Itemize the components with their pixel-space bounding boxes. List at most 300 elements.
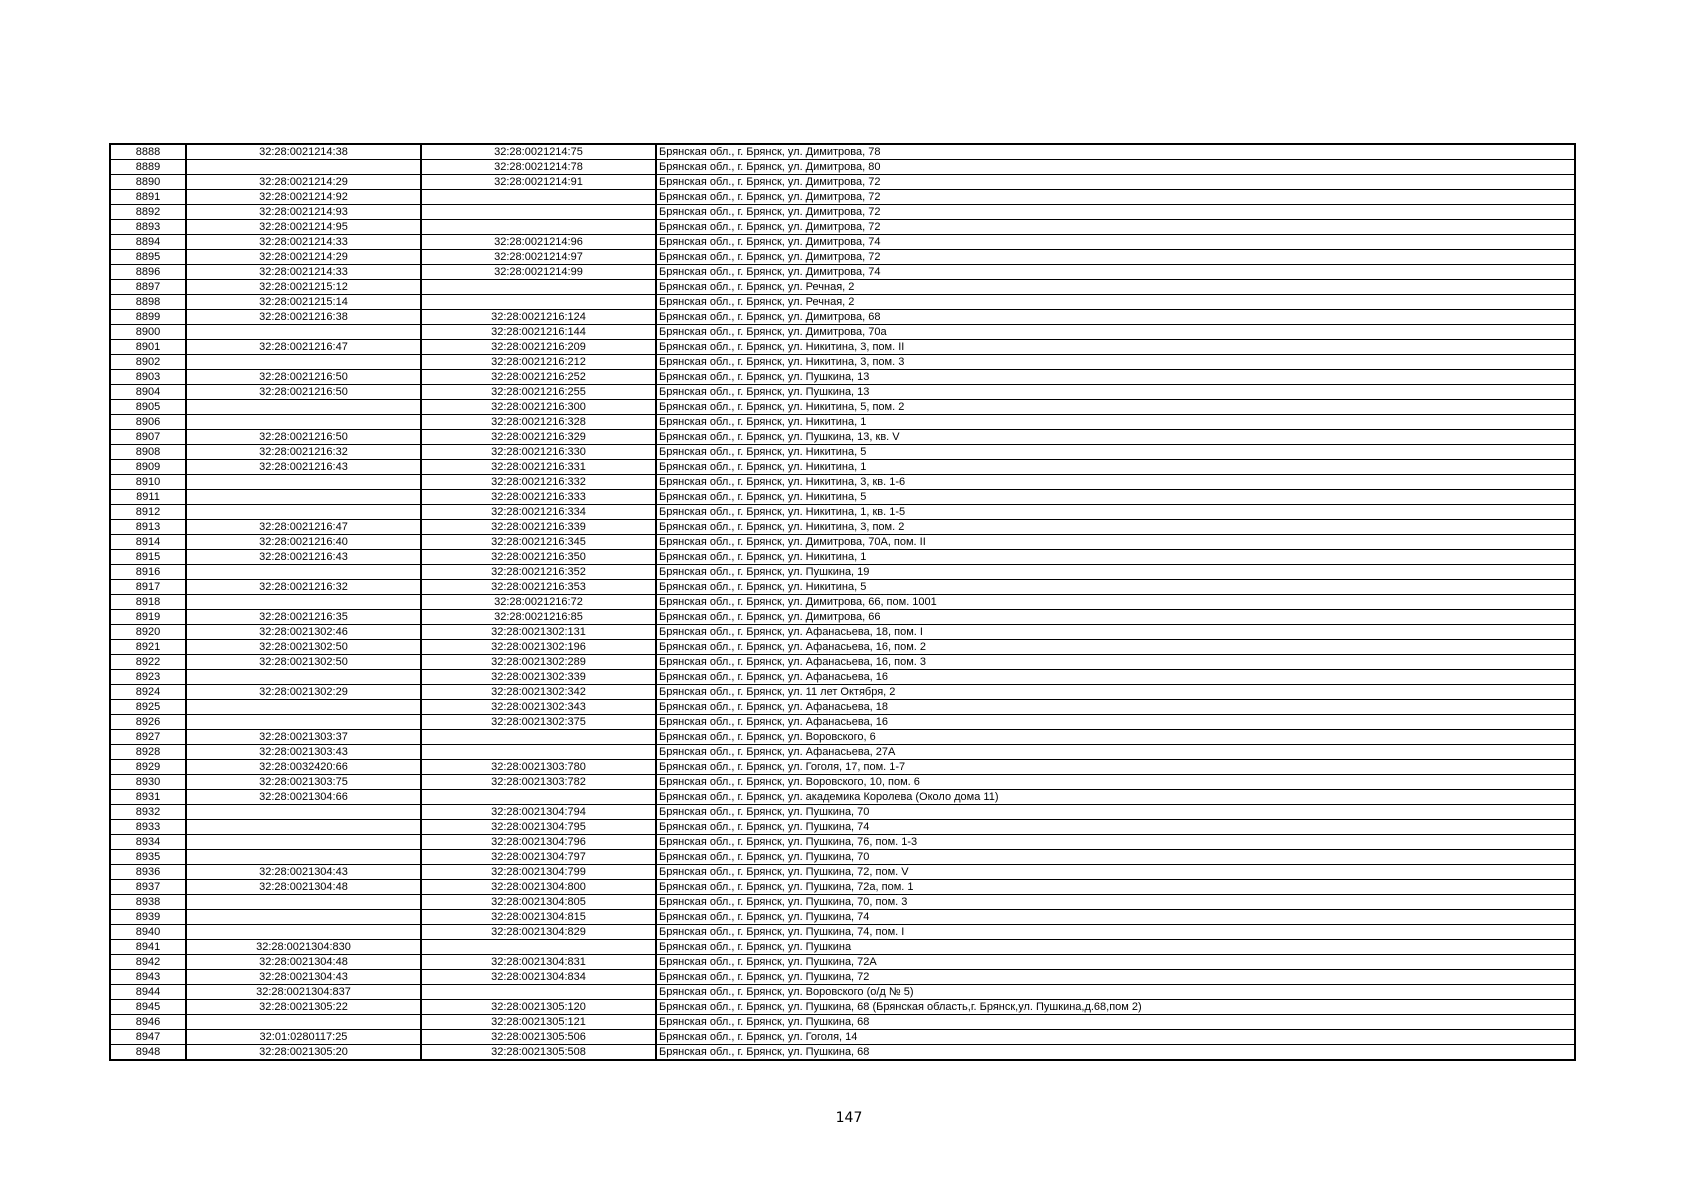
row-number-cell: 8946	[110, 1015, 186, 1030]
row-number-cell: 8933	[110, 820, 186, 835]
row-number-cell: 8909	[110, 460, 186, 475]
building-cadastral-number-cell: 32:28:0021216:328	[421, 415, 656, 430]
land-cadastral-number-cell	[186, 475, 421, 490]
address-cell: Брянская обл., г. Брянск, ул. Пушкина, 68	[656, 1015, 1575, 1030]
land-cadastral-number-cell	[186, 325, 421, 340]
address-cell: Брянская обл., г. Брянск, ул. Пушкина, 74, пом. I	[656, 925, 1575, 940]
table-row	[110, 580, 1575, 595]
address-cell: Брянская обл., г. Брянск, ул. Пушкина	[656, 940, 1575, 955]
row-number-cell: 8925	[110, 700, 186, 715]
address-cell: Брянская обл., г. Брянск, ул. Пушкина, 13, кв. V	[656, 430, 1575, 445]
row-number-cell: 8940	[110, 925, 186, 940]
table-body	[110, 144, 1575, 1060]
address-cell: Брянская обл., г. Брянск, ул. Пушкина, 70	[656, 805, 1575, 820]
table-row	[110, 760, 1575, 775]
table-row	[110, 1015, 1575, 1030]
land-cadastral-number-cell	[186, 400, 421, 415]
land-cadastral-number-cell: 32:28:0021303:75	[186, 775, 421, 790]
row-number-cell: 8906	[110, 415, 186, 430]
land-cadastral-number-cell	[186, 415, 421, 430]
address-cell: Брянская обл., г. Брянск, ул. Речная, 2	[656, 295, 1575, 310]
table-row	[110, 985, 1575, 1000]
address-cell: Брянская обл., г. Брянск, ул. Димитрова, 66	[656, 610, 1575, 625]
address-cell: Брянская обл., г. Брянск, ул. Никитина, 1, кв. 1-5	[656, 505, 1575, 520]
page-number: 147	[835, 1110, 863, 1126]
land-cadastral-number-cell: 32:28:0021216:50	[186, 385, 421, 400]
row-number-cell: 8904	[110, 385, 186, 400]
address-cell: Брянская обл., г. Брянск, ул. Афанасьева, 27А	[656, 745, 1575, 760]
land-cadastral-number-cell: 32:28:0021216:40	[186, 535, 421, 550]
table-row	[110, 220, 1575, 235]
building-cadastral-number-cell: 32:28:0021216:329	[421, 430, 656, 445]
building-cadastral-number-cell: 32:28:0021214:99	[421, 265, 656, 280]
row-number-cell: 8915	[110, 550, 186, 565]
building-cadastral-number-cell: 32:28:0021216:333	[421, 490, 656, 505]
row-number-cell: 8912	[110, 505, 186, 520]
table-row	[110, 490, 1575, 505]
address-cell: Брянская обл., г. Брянск, ул. Афанасьева, 16	[656, 715, 1575, 730]
land-cadastral-number-cell	[186, 925, 421, 940]
address-cell: Брянская обл., г. Брянск, ул. Никитина, 3, пом. 2	[656, 520, 1575, 535]
row-number-cell: 8888	[110, 144, 186, 160]
table-row	[110, 565, 1575, 580]
building-cadastral-number-cell: 32:28:0021304:799	[421, 865, 656, 880]
building-cadastral-number-cell: 32:28:0021216:331	[421, 460, 656, 475]
row-number-cell: 8910	[110, 475, 186, 490]
land-cadastral-number-cell: 32:28:0021216:43	[186, 460, 421, 475]
row-number-cell: 8935	[110, 850, 186, 865]
table-row	[110, 880, 1575, 895]
address-cell: Брянская обл., г. Брянск, ул. Никитина, 1	[656, 460, 1575, 475]
table-row	[110, 640, 1575, 655]
address-cell: Брянская обл., г. Брянск, ул. Пушкина, 13	[656, 385, 1575, 400]
building-cadastral-number-cell: 32:28:0021304:794	[421, 805, 656, 820]
table-row	[110, 970, 1575, 985]
building-cadastral-number-cell: 32:28:0021304:797	[421, 850, 656, 865]
row-number-cell: 8895	[110, 250, 186, 265]
land-cadastral-number-cell: 32:28:0021216:50	[186, 370, 421, 385]
address-cell: Брянская обл., г. Брянск, ул. Димитрова, 78	[656, 144, 1575, 160]
row-number-cell: 8896	[110, 265, 186, 280]
land-cadastral-number-cell	[186, 355, 421, 370]
table-row	[110, 520, 1575, 535]
row-number-cell: 8928	[110, 745, 186, 760]
building-cadastral-number-cell: 32:28:0021216:334	[421, 505, 656, 520]
building-cadastral-number-cell: 32:28:0021216:209	[421, 340, 656, 355]
address-cell: Брянская обл., г. Брянск, ул. Никитина, 3, пом. II	[656, 340, 1575, 355]
building-cadastral-number-cell: 32:28:0021216:352	[421, 565, 656, 580]
building-cadastral-number-cell	[421, 730, 656, 745]
table-row	[110, 745, 1575, 760]
row-number-cell: 8890	[110, 175, 186, 190]
building-cadastral-number-cell: 32:28:0021304:796	[421, 835, 656, 850]
row-number-cell: 8897	[110, 280, 186, 295]
building-cadastral-number-cell: 32:28:0021304:800	[421, 880, 656, 895]
address-cell: Брянская обл., г. Брянск, ул. Димитрова, 72	[656, 220, 1575, 235]
row-number-cell: 8908	[110, 445, 186, 460]
building-cadastral-number-cell	[421, 205, 656, 220]
table-row	[110, 835, 1575, 850]
building-cadastral-number-cell: 32:28:0021303:780	[421, 760, 656, 775]
building-cadastral-number-cell: 32:28:0021216:124	[421, 310, 656, 325]
table-row	[110, 445, 1575, 460]
table-row	[110, 175, 1575, 190]
address-cell: Брянская обл., г. Брянск, ул. Пушкина, 68 (Брянская область,г. Брянск,ул. Пушкина,д.68,пом 2)	[656, 1000, 1575, 1015]
building-cadastral-number-cell: 32:28:0021216:255	[421, 385, 656, 400]
address-cell: Брянская обл., г. Брянск, ул. Никитина, 3, кв. 1-6	[656, 475, 1575, 490]
address-cell: Брянская обл., г. Брянск, ул. Димитрова, 68	[656, 310, 1575, 325]
row-number-cell: 8937	[110, 880, 186, 895]
land-cadastral-number-cell: 32:28:0021305:20	[186, 1045, 421, 1061]
row-number-cell: 8916	[110, 565, 186, 580]
land-cadastral-number-cell: 32:28:0021303:43	[186, 745, 421, 760]
row-number-cell: 8948	[110, 1045, 186, 1061]
land-cadastral-number-cell	[186, 1015, 421, 1030]
table-row	[110, 790, 1575, 805]
row-number-cell: 8936	[110, 865, 186, 880]
address-cell: Брянская обл., г. Брянск, ул. Пушкина, 74	[656, 820, 1575, 835]
address-cell: Брянская обл., г. Брянск, ул. Гоголя, 14	[656, 1030, 1575, 1045]
land-cadastral-number-cell: 32:28:0021304:830	[186, 940, 421, 955]
building-cadastral-number-cell: 32:28:0021216:85	[421, 610, 656, 625]
row-number-cell: 8893	[110, 220, 186, 235]
row-number-cell: 8917	[110, 580, 186, 595]
address-cell: Брянская обл., г. Брянск, ул. Пушкина, 13	[656, 370, 1575, 385]
table-row	[110, 340, 1575, 355]
land-cadastral-number-cell	[186, 850, 421, 865]
table-row	[110, 685, 1575, 700]
building-cadastral-number-cell: 32:28:0021216:350	[421, 550, 656, 565]
land-cadastral-number-cell: 32:28:0021214:93	[186, 205, 421, 220]
table-row	[110, 325, 1575, 340]
row-number-cell: 8926	[110, 715, 186, 730]
address-cell: Брянская обл., г. Брянск, ул. Димитрова, 72	[656, 205, 1575, 220]
building-cadastral-number-cell: 32:28:0021302:342	[421, 685, 656, 700]
building-cadastral-number-cell: 32:28:0021302:339	[421, 670, 656, 685]
row-number-cell: 8894	[110, 235, 186, 250]
address-cell: Брянская обл., г. Брянск, ул. Димитрова, 70А, пом. II	[656, 535, 1575, 550]
land-cadastral-number-cell	[186, 670, 421, 685]
table-row	[110, 235, 1575, 250]
building-cadastral-number-cell: 32:28:0021302:289	[421, 655, 656, 670]
building-cadastral-number-cell	[421, 940, 656, 955]
table-row	[110, 1000, 1575, 1015]
land-cadastral-number-cell: 32:28:0021303:37	[186, 730, 421, 745]
address-cell: Брянская обл., г. Брянск, ул. Афанасьева, 18	[656, 700, 1575, 715]
table-row	[110, 430, 1575, 445]
row-number-cell: 8932	[110, 805, 186, 820]
table-row	[110, 610, 1575, 625]
building-cadastral-number-cell: 32:28:0021214:97	[421, 250, 656, 265]
land-cadastral-number-cell: 32:28:0021214:29	[186, 175, 421, 190]
building-cadastral-number-cell: 32:28:0021304:815	[421, 910, 656, 925]
row-number-cell: 8914	[110, 535, 186, 550]
building-cadastral-number-cell: 32:28:0021304:795	[421, 820, 656, 835]
row-number-cell: 8945	[110, 1000, 186, 1015]
row-number-cell: 8919	[110, 610, 186, 625]
land-cadastral-number-cell	[186, 700, 421, 715]
registry-table	[109, 143, 1576, 1061]
land-cadastral-number-cell: 32:28:0021214:92	[186, 190, 421, 205]
land-cadastral-number-cell: 32:28:0021302:29	[186, 685, 421, 700]
land-cadastral-number-cell	[186, 895, 421, 910]
table-row	[110, 805, 1575, 820]
row-number-cell: 8922	[110, 655, 186, 670]
land-cadastral-number-cell: 32:01:0280117:25	[186, 1030, 421, 1045]
row-number-cell: 8927	[110, 730, 186, 745]
land-cadastral-number-cell: 32:28:0021302:50	[186, 655, 421, 670]
building-cadastral-number-cell: 32:28:0021216:144	[421, 325, 656, 340]
land-cadastral-number-cell: 32:28:0021304:43	[186, 970, 421, 985]
land-cadastral-number-cell	[186, 820, 421, 835]
row-number-cell: 8918	[110, 595, 186, 610]
building-cadastral-number-cell: 32:28:0021302:131	[421, 625, 656, 640]
table-row	[110, 955, 1575, 970]
address-cell: Брянская обл., г. Брянск, ул. Воровского, 6	[656, 730, 1575, 745]
address-cell: Брянская обл., г. Брянск, ул. Пушкина, 72, пом. V	[656, 865, 1575, 880]
table-row	[110, 895, 1575, 910]
address-cell: Брянская обл., г. Брянск, ул. Димитрова, 72	[656, 190, 1575, 205]
table-row	[110, 144, 1575, 160]
building-cadastral-number-cell	[421, 295, 656, 310]
address-cell: Брянская обл., г. Брянск, ул. Афанасьева, 16	[656, 670, 1575, 685]
land-cadastral-number-cell: 32:28:0032420:66	[186, 760, 421, 775]
address-cell: Брянская обл., г. Брянск, ул. Димитрова, 66, пом. 1001	[656, 595, 1575, 610]
building-cadastral-number-cell: 32:28:0021304:831	[421, 955, 656, 970]
row-number-cell: 8947	[110, 1030, 186, 1045]
address-cell: Брянская обл., г. Брянск, ул. Никитина, 5, пом. 2	[656, 400, 1575, 415]
row-number-cell: 8901	[110, 340, 186, 355]
building-cadastral-number-cell: 32:28:0021302:343	[421, 700, 656, 715]
table-row	[110, 415, 1575, 430]
address-cell: Брянская обл., г. Брянск, ул. Афанасьева, 16, пом. 3	[656, 655, 1575, 670]
row-number-cell: 8900	[110, 325, 186, 340]
building-cadastral-number-cell: 32:28:0021305:121	[421, 1015, 656, 1030]
table-row	[110, 190, 1575, 205]
address-cell: Брянская обл., г. Брянск, ул. академика Королева (Около дома 11)	[656, 790, 1575, 805]
building-cadastral-number-cell: 32:28:0021216:330	[421, 445, 656, 460]
building-cadastral-number-cell: 32:28:0021302:375	[421, 715, 656, 730]
row-number-cell: 8941	[110, 940, 186, 955]
building-cadastral-number-cell	[421, 280, 656, 295]
table-row	[110, 505, 1575, 520]
building-cadastral-number-cell	[421, 190, 656, 205]
address-cell: Брянская обл., г. Брянск, ул. Димитрова, 72	[656, 250, 1575, 265]
building-cadastral-number-cell: 32:28:0021216:212	[421, 355, 656, 370]
table-row	[110, 160, 1575, 175]
table-row	[110, 1030, 1575, 1045]
row-number-cell: 8923	[110, 670, 186, 685]
table-row	[110, 625, 1575, 640]
table-row	[110, 655, 1575, 670]
land-cadastral-number-cell: 32:28:0021215:14	[186, 295, 421, 310]
land-cadastral-number-cell: 32:28:0021214:33	[186, 235, 421, 250]
address-cell: Брянская обл., г. Брянск, ул. Пушкина, 70	[656, 850, 1575, 865]
address-cell: Брянская обл., г. Брянск, ул. Пушкина, 72	[656, 970, 1575, 985]
building-cadastral-number-cell: 32:28:0021214:96	[421, 235, 656, 250]
table-row	[110, 295, 1575, 310]
address-cell: Брянская обл., г. Брянск, ул. Димитрова, 72	[656, 175, 1575, 190]
land-cadastral-number-cell: 32:28:0021214:33	[186, 265, 421, 280]
row-number-cell: 8892	[110, 205, 186, 220]
building-cadastral-number-cell: 32:28:0021216:345	[421, 535, 656, 550]
row-number-cell: 8931	[110, 790, 186, 805]
address-cell: Брянская обл., г. Брянск, ул. Димитрова, 70а	[656, 325, 1575, 340]
table-row	[110, 265, 1575, 280]
address-cell: Брянская обл., г. Брянск, ул. Никитина, 1	[656, 415, 1575, 430]
address-cell: Брянская обл., г. Брянск, ул. Гоголя, 17, пом. 1-7	[656, 760, 1575, 775]
address-cell: Брянская обл., г. Брянск, ул. Никитина, 3, пом. 3	[656, 355, 1575, 370]
land-cadastral-number-cell: 32:28:0021214:29	[186, 250, 421, 265]
address-cell: Брянская обл., г. Брянск, ул. Димитрова, 80	[656, 160, 1575, 175]
land-cadastral-number-cell: 32:28:0021304:66	[186, 790, 421, 805]
table-row	[110, 925, 1575, 940]
row-number-cell: 8934	[110, 835, 186, 850]
table-row	[110, 940, 1575, 955]
address-cell: Брянская обл., г. Брянск, ул. Пушкина, 72А	[656, 955, 1575, 970]
row-number-cell: 8943	[110, 970, 186, 985]
row-number-cell: 8911	[110, 490, 186, 505]
land-cadastral-number-cell: 32:28:0021216:32	[186, 445, 421, 460]
table-row	[110, 910, 1575, 925]
address-cell: Брянская обл., г. Брянск, ул. Никитина, 5	[656, 580, 1575, 595]
row-number-cell: 8891	[110, 190, 186, 205]
address-cell: Брянская обл., г. Брянск, ул. Пушкина, 70, пом. 3	[656, 895, 1575, 910]
land-cadastral-number-cell	[186, 565, 421, 580]
building-cadastral-number-cell: 32:28:0021214:75	[421, 144, 656, 160]
table-row	[110, 850, 1575, 865]
row-number-cell: 8905	[110, 400, 186, 415]
table-row	[110, 535, 1575, 550]
address-cell: Брянская обл., г. Брянск, ул. Афанасьева, 16, пом. 2	[656, 640, 1575, 655]
address-cell: Брянская обл., г. Брянск, ул. Никитина, 5	[656, 490, 1575, 505]
land-cadastral-number-cell: 32:28:0021216:32	[186, 580, 421, 595]
land-cadastral-number-cell: 32:28:0021304:48	[186, 955, 421, 970]
building-cadastral-number-cell: 32:28:0021304:834	[421, 970, 656, 985]
table-row	[110, 370, 1575, 385]
table-row	[110, 385, 1575, 400]
table-row	[110, 715, 1575, 730]
table-row	[110, 475, 1575, 490]
building-cadastral-number-cell	[421, 220, 656, 235]
address-cell: Брянская обл., г. Брянск, ул. Никитина, 5	[656, 445, 1575, 460]
land-cadastral-number-cell	[186, 595, 421, 610]
row-number-cell: 8899	[110, 310, 186, 325]
land-cadastral-number-cell: 32:28:0021216:35	[186, 610, 421, 625]
building-cadastral-number-cell: 32:28:0021214:78	[421, 160, 656, 175]
land-cadastral-number-cell: 32:28:0021216:38	[186, 310, 421, 325]
table-row	[110, 820, 1575, 835]
table-row	[110, 550, 1575, 565]
address-cell: Брянская обл., г. Брянск, ул. Димитрова, 74	[656, 265, 1575, 280]
row-number-cell: 8902	[110, 355, 186, 370]
row-number-cell: 8903	[110, 370, 186, 385]
building-cadastral-number-cell: 32:28:0021303:782	[421, 775, 656, 790]
land-cadastral-number-cell	[186, 490, 421, 505]
table-row	[110, 400, 1575, 415]
row-number-cell: 8944	[110, 985, 186, 1000]
table-row	[110, 670, 1575, 685]
table-row	[110, 250, 1575, 265]
building-cadastral-number-cell: 32:28:0021305:508	[421, 1045, 656, 1061]
row-number-cell: 8921	[110, 640, 186, 655]
land-cadastral-number-cell: 32:28:0021302:50	[186, 640, 421, 655]
address-cell: Брянская обл., г. Брянск, ул. Пушкина, 74	[656, 910, 1575, 925]
building-cadastral-number-cell: 32:28:0021216:252	[421, 370, 656, 385]
land-cadastral-number-cell: 32:28:0021304:48	[186, 880, 421, 895]
address-cell: Брянская обл., г. Брянск, ул. Речная, 2	[656, 280, 1575, 295]
land-cadastral-number-cell: 32:28:0021214:95	[186, 220, 421, 235]
land-cadastral-number-cell	[186, 715, 421, 730]
building-cadastral-number-cell	[421, 985, 656, 1000]
address-cell: Брянская обл., г. Брянск, ул. 11 лет Октября, 2	[656, 685, 1575, 700]
building-cadastral-number-cell: 32:28:0021216:332	[421, 475, 656, 490]
row-number-cell: 8889	[110, 160, 186, 175]
table-row	[110, 865, 1575, 880]
building-cadastral-number-cell: 32:28:0021216:353	[421, 580, 656, 595]
building-cadastral-number-cell: 32:28:0021305:120	[421, 1000, 656, 1015]
land-cadastral-number-cell: 32:28:0021302:46	[186, 625, 421, 640]
building-cadastral-number-cell: 32:28:0021304:829	[421, 925, 656, 940]
row-number-cell: 8942	[110, 955, 186, 970]
table-row	[110, 730, 1575, 745]
row-number-cell: 8907	[110, 430, 186, 445]
row-number-cell: 8913	[110, 520, 186, 535]
building-cadastral-number-cell: 32:28:0021305:506	[421, 1030, 656, 1045]
land-cadastral-number-cell: 32:28:0021216:47	[186, 520, 421, 535]
land-cadastral-number-cell: 32:28:0021215:12	[186, 280, 421, 295]
land-cadastral-number-cell: 32:28:0021214:38	[186, 144, 421, 160]
row-number-cell: 8898	[110, 295, 186, 310]
row-number-cell: 8929	[110, 760, 186, 775]
building-cadastral-number-cell: 32:28:0021216:300	[421, 400, 656, 415]
address-cell: Брянская обл., г. Брянск, ул. Димитрова, 74	[656, 235, 1575, 250]
building-cadastral-number-cell: 32:28:0021216:339	[421, 520, 656, 535]
land-cadastral-number-cell: 32:28:0021305:22	[186, 1000, 421, 1015]
building-cadastral-number-cell	[421, 790, 656, 805]
building-cadastral-number-cell: 32:28:0021304:805	[421, 895, 656, 910]
table-row	[110, 310, 1575, 325]
land-cadastral-number-cell: 32:28:0021216:50	[186, 430, 421, 445]
table-row	[110, 460, 1575, 475]
table-row	[110, 1045, 1575, 1061]
row-number-cell: 8924	[110, 685, 186, 700]
table-row	[110, 595, 1575, 610]
row-number-cell: 8920	[110, 625, 186, 640]
table-row	[110, 355, 1575, 370]
address-cell: Брянская обл., г. Брянск, ул. Пушкина, 19	[656, 565, 1575, 580]
address-cell: Брянская обл., г. Брянск, ул. Никитина, 1	[656, 550, 1575, 565]
land-cadastral-number-cell	[186, 160, 421, 175]
land-cadastral-number-cell: 32:28:0021216:47	[186, 340, 421, 355]
land-cadastral-number-cell	[186, 805, 421, 820]
address-cell: Брянская обл., г. Брянск, ул. Афанасьева, 18, пом. I	[656, 625, 1575, 640]
address-cell: Брянская обл., г. Брянск, ул. Воровского, 10, пом. 6	[656, 775, 1575, 790]
row-number-cell: 8930	[110, 775, 186, 790]
row-number-cell: 8939	[110, 910, 186, 925]
building-cadastral-number-cell: 32:28:0021302:196	[421, 640, 656, 655]
table-row	[110, 775, 1575, 790]
address-cell: Брянская обл., г. Брянск, ул. Воровского (о/д № 5)	[656, 985, 1575, 1000]
table-row	[110, 700, 1575, 715]
table-row	[110, 205, 1575, 220]
land-cadastral-number-cell: 32:28:0021304:837	[186, 985, 421, 1000]
address-cell: Брянская обл., г. Брянск, ул. Пушкина, 76, пом. 1-3	[656, 835, 1575, 850]
land-cadastral-number-cell	[186, 505, 421, 520]
address-cell: Брянская обл., г. Брянск, ул. Пушкина, 68	[656, 1045, 1575, 1061]
address-cell: Брянская обл., г. Брянск, ул. Пушкина, 72а, пом. 1	[656, 880, 1575, 895]
land-cadastral-number-cell	[186, 835, 421, 850]
